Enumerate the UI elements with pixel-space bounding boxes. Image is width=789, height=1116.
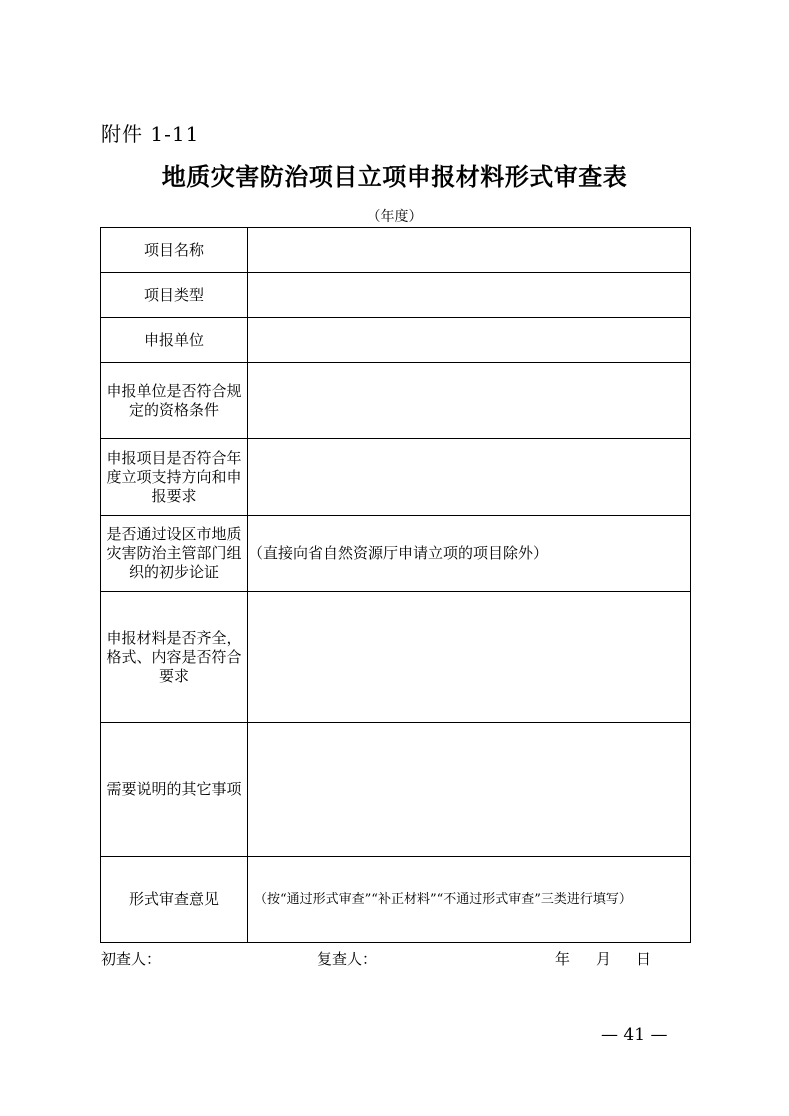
form-title: 地质灾害防治项目立项申报材料形式审查表 (161, 162, 628, 191)
row-label-applicant-unit: 申报单位 (101, 318, 248, 363)
row-label-review-opinion: 形式审查意见 (101, 857, 248, 943)
table-row (101, 857, 691, 943)
row-value-project-name[interactable] (248, 228, 691, 273)
date-year-label: 年 (555, 950, 571, 968)
re-reviewer-label: 复查人： (317, 950, 378, 968)
row-label-materials-complete: 申报材料是否齐全，格式、内容是否符合要求 (101, 592, 248, 723)
row-value-project-type[interactable] (248, 273, 691, 318)
table-row (101, 228, 691, 273)
date-day-label: 日 (636, 950, 652, 968)
table-row (101, 318, 691, 363)
table-row (101, 516, 691, 592)
table-row (101, 363, 691, 439)
date-month-label: 月 (596, 950, 612, 968)
row-value-qualification[interactable] (248, 363, 691, 439)
row-value-applicant-unit[interactable] (248, 318, 691, 363)
row-label-qualification: 申报单位是否符合规定的资格条件 (101, 363, 248, 439)
row-value-review-opinion[interactable]: （按“通过形式审查”“补正材料”“不通过形式审查”三类进行填写） (248, 857, 691, 943)
row-label-support-direction: 申报项目是否符合年度立项支持方向和申报要求 (101, 439, 248, 516)
row-label-preliminary-review: 是否通过设区市地质灾害防治主管部门组织的初步论证 (101, 516, 248, 592)
table-row (101, 439, 691, 516)
row-value-preliminary-review[interactable]: （直接向省自然资源厅申请立项的项目除外） (248, 516, 691, 592)
year-label: （年度） (366, 209, 423, 225)
row-value-other-matters[interactable] (248, 723, 691, 857)
review-form-table (100, 227, 691, 943)
initial-reviewer-label: 初查人： (101, 950, 162, 968)
row-label-project-type: 项目类型 (101, 273, 248, 318)
row-value-materials-complete[interactable] (248, 592, 691, 723)
page-number: — 41 — (601, 1025, 668, 1045)
row-label-project-name: 项目名称 (101, 228, 248, 273)
table-row (101, 592, 691, 723)
row-value-support-direction[interactable] (248, 439, 691, 516)
row-label-other-matters: 需要说明的其它事项 (101, 723, 248, 857)
table-row (101, 273, 691, 318)
table-row (101, 723, 691, 857)
attachment-label: 附件 1-11 (101, 122, 200, 146)
